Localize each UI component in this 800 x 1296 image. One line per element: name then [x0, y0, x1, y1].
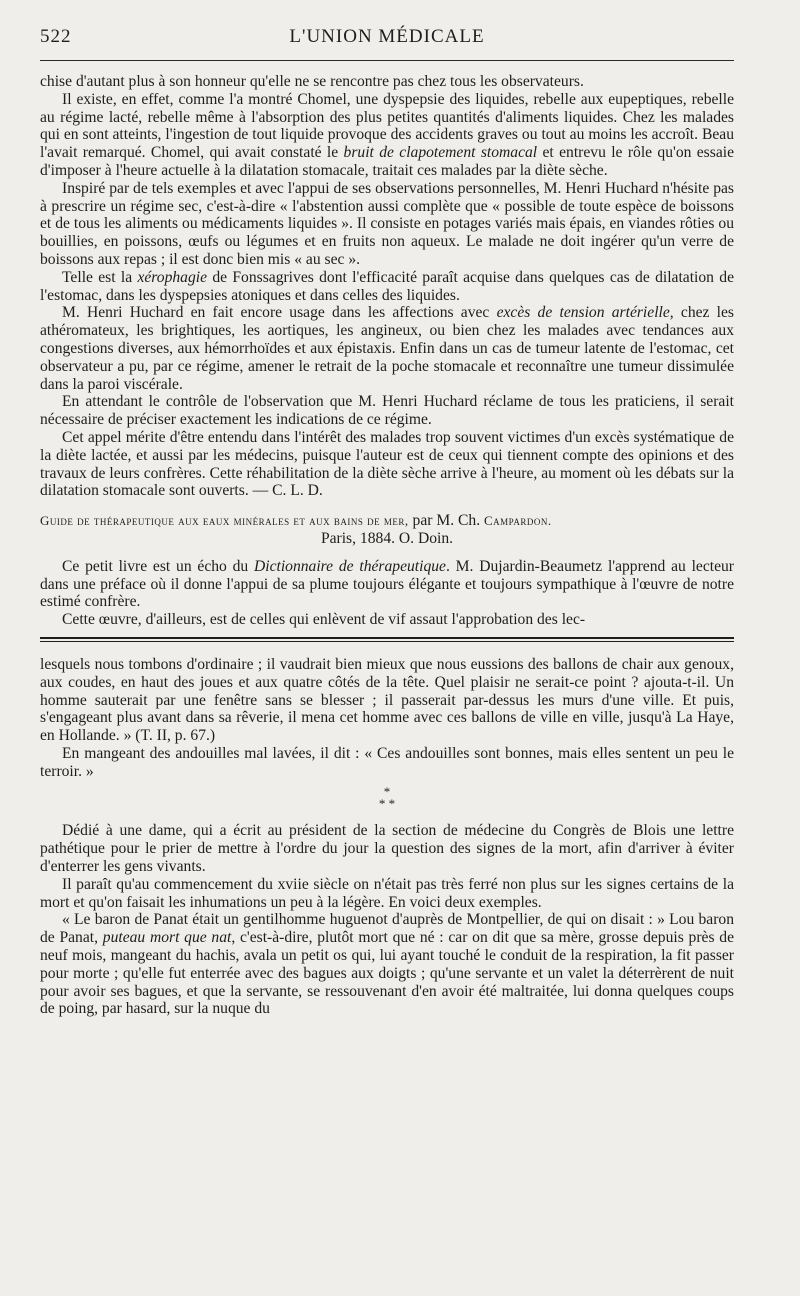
bottom-article: [40, 656, 734, 1018]
text-run: « Le baron de Panat était un gentilhomme huguenot d'auprès de Montpellier, de qui on disait : » Lou baron de Panat,: [40, 911, 734, 947]
italic-text: xérophagie: [137, 268, 208, 286]
text-run: Il existe, en effet, comme l'a montré Chomel, une dyspepsie des liquides, rebelle aux eupeptiques, rebelle au régime lacté, rebelle même à l'absorption des plus petites quantités d'aliments liquides. Chez les malades qui en sont atteints, l'ingestion de tout liquide provoque des accidents graves ou tout au moins les accroît. Beau l'avait remarqué. Chomel, qui avait constaté le: [40, 90, 734, 162]
text-run: et entrevu le rôle qu'on essaie d'imposer à l'heure actuelle à la dilatation stomacale, traitait ces malades par la diète sèche.: [40, 144, 734, 179]
paragraph: chise d'autant plus à son honneur qu'elle ne se rencontre pas chez tous les observateurs.: [40, 73, 584, 90]
paragraph: lesquels nous tombons d'ordinaire ; il vaudrait bien mieux que nous eussions des ballons de chair aux genoux, aux coudes, en haut des joues et aux quatre côtés de la tête. Quel plaisir ne serait-ce point ? ajouta-t-il. Un homme sauterait par une fenêtre sans se blesser ; il passerait par-dessus les murs d'une ville. Et puis, s'engageant plus avant dans sa rêverie, il mena cet homme avec ces ballons de ville en ville, jusqu'à La Haye, en Hollande. » (T. II, p. 67.): [40, 655, 734, 745]
book-publication: Paris, 1884. O. Doin.: [320, 529, 454, 547]
paragraph: Inspiré par de tels exemples et avec l'appui de ses observations personnelles, M. Henri Huchard n'hésite pas à prescrire un régime sec, c'est-à-dire « l'abstention aussi complète que « possible de toute espèce de boissons et de tous les aliments ou médicaments liquides ». Il consiste en potages variés mais épais, en viandes rôties ou bouillies, en poissons, œufs ou légumes et en fruits non aqueux. Le malade ne doit ingérer qu'un verre de boissons aux repas ; il est donc bien mis « au sec ».: [40, 179, 734, 268]
text-run: de Fonssagrives dont l'efficacité paraît acquise dans quelques cas de dilatation de l'estomac, dans les dyspepsies atoniques et dans celles des liquides.: [40, 268, 734, 304]
section-divider: [40, 637, 734, 642]
page-number: 522: [40, 26, 72, 47]
paragraph: Dédié à une dame, qui a écrit au président de la section de médecine du Congrès de Blois une lettre pathétique pour le prier de mettre à l'ordre du jour la question des signes de la mort, afin d'arriver à éviter d'enterrer les gens vivants.: [40, 822, 734, 876]
text-run: M. Henri Huchard en fait encore usage dans les affections avec: [62, 304, 497, 322]
book-author: Campardon.: [484, 513, 552, 529]
paragraph: Il paraît qu'au commencement du xviie siècle on n'était pas très ferré non plus sur les signes certains de la mort et qu'on faisait les inhumations un peu à la légère. En voici deux exemples.: [40, 875, 734, 911]
running-head: [40, 22, 734, 52]
asterism-bottom: * *: [378, 796, 396, 812]
book-reference: [40, 512, 734, 548]
text-run: . M. Dujardin-Beaumetz l'apprend au lecteur dans une préface où il donne l'appui de sa plume toujours élégante et toujours sympathique à l'œuvre de notre estimé confrère.: [40, 557, 734, 611]
italic-text: excès de tension artérielle,: [496, 304, 674, 322]
book-title: Guide de thérapeutique aux eaux minérales et aux bains de mer,: [40, 513, 409, 529]
journal-title: L'UNION MÉDICALE: [289, 26, 485, 47]
italic-text: bruit de clapotement stomacal: [343, 144, 538, 162]
paragraph: Cette œuvre, d'ailleurs, est de celles qui enlèvent de vif assaut l'approbation des lec-: [62, 611, 586, 629]
text-run: , c'est-à-dire, plutôt mort que né : car on dit que sa mère, grosse depuis près de neuf mois, mangeant du hachis, avala un petit os qui, lui ayant touché le conduit de la respiration, la fit passer pour morte ; qu'elle fut enterrée avec des bagues aux doigts ; qu'une servante et un valet la déterrèrent de nuit pour avoir ses bagues, et que la servante, se ressouvenant d'en avoir été maltraitée, lui donna quelques coups de poing, par hasard, sur la nuque du: [40, 929, 734, 1018]
top-article: [40, 73, 734, 629]
text-run: Telle est la: [62, 268, 138, 286]
paragraph: En attendant le contrôle de l'observation que M. Henri Huchard réclame de tous les praticiens, il serait nécessaire de préciser exactement les indications de ce régime.: [40, 393, 734, 429]
paragraph: [40, 304, 734, 393]
paragraph: [40, 911, 734, 1018]
italic-text: puteau mort que nat: [102, 929, 232, 947]
book-by: par M. Ch.: [408, 512, 484, 530]
paragraph: [40, 91, 734, 180]
asterism-top: *: [383, 784, 391, 800]
text-run: Ce petit livre est un écho du: [62, 557, 254, 575]
paragraph: En mangeant des andouilles mal lavées, il dit : « Ces andouilles sont bonnes, mais elles sentent un peu le terroir. »: [40, 744, 734, 780]
text-run: chez les athéromateux, les brightiques, les aortiques, les angineux, ou bien chez les malades avec tendances aux congestions diverses, aux hémorrhoïdes et aux épistaxis. Enfin dans un cas de tumeur latente de l'estomac, cet observateur a pu, par ce régime, amener le retrait de la poche stomacale et reconnaître une tumeur dissimulée dans la paroi viscérale.: [40, 304, 735, 393]
paragraph: Cet appel mérite d'être entendu dans l'intérêt des malades trop souvent victimes d'un excès systématique de la diète lactée, et aussi par les médecins, puisque l'auteur est de ceux qui tiennent compte des opinions et des travaux de leurs confrères. Cette réhabilitation de la diète sèche arrive à l'heure, au moment où les débats sur la dilatation stomacale sont ouverts. — C. L. D.: [40, 428, 734, 500]
italic-text: Dictionnaire de thérapeutique: [253, 557, 446, 575]
header-rule: [40, 60, 734, 61]
asterism: [40, 786, 734, 810]
paragraph: [40, 558, 734, 611]
paragraph: [40, 269, 734, 305]
